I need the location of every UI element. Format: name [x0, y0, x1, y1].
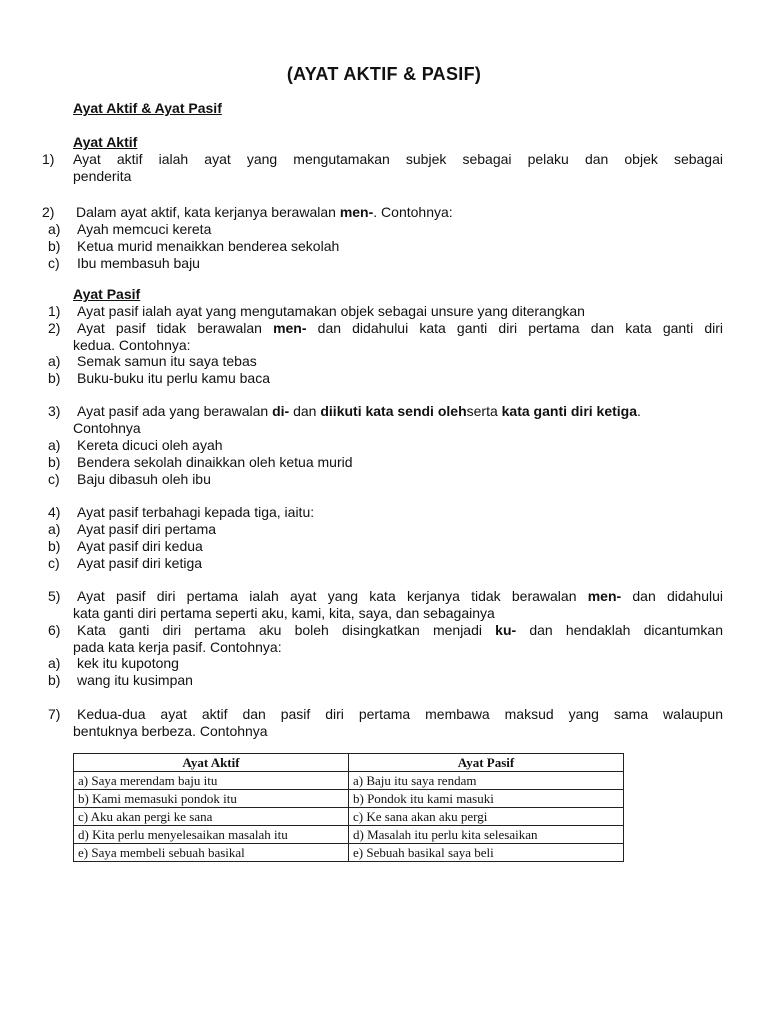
- table-cell: a) Baju itu saya rendam: [349, 772, 624, 790]
- pasif-p6-line2: pada kata kerja pasif. Contohnya:: [73, 639, 282, 655]
- list-item-label: b): [48, 672, 61, 688]
- table-cell: b) Kami memasuki pondok itu: [74, 790, 349, 808]
- list-item-label: b): [48, 238, 61, 254]
- list-item-label: a): [48, 353, 61, 369]
- list-item-label: a): [48, 221, 61, 237]
- list-item: Ayat pasif diri pertama: [77, 521, 217, 537]
- aktif-p1-number: 1): [42, 151, 55, 167]
- table-row: [74, 826, 624, 844]
- table-cell: d) Kita perlu menyelesaikan masalah itu: [74, 826, 349, 844]
- pasif-heading: Ayat Pasif: [73, 286, 141, 302]
- list-item-label: a): [48, 521, 61, 537]
- list-item-label: b): [48, 370, 61, 386]
- list-item: kek itu kupotong: [77, 655, 179, 671]
- list-item: Ayat pasif diri ketiga: [77, 555, 203, 571]
- pasif-p7-number: 7): [48, 706, 61, 722]
- list-item: Bendera sekolah dinaikkan oleh ketua murid: [77, 454, 353, 470]
- pasif-p6-line1: Kata ganti diri pertama aku boleh disingkatkan menjadi ku- dan hendaklah dicantumkan: [77, 622, 723, 638]
- table-cell: d) Masalah itu perlu kita selesaikan: [349, 826, 624, 844]
- main-heading: Ayat Aktif & Ayat Pasif: [73, 100, 222, 116]
- pasif-p4-text: Ayat pasif terbahagi kepada tiga, iaitu:: [77, 504, 315, 520]
- list-item: Ayah memcuci kereta: [77, 221, 212, 237]
- pasif-p3-line2: Contohnya: [73, 420, 141, 436]
- table-cell: e) Saya membeli sebuah basikal: [74, 844, 349, 862]
- table-row: [74, 808, 624, 826]
- list-item: Ayat pasif diri kedua: [77, 538, 203, 554]
- table-row: [74, 844, 624, 862]
- list-item: Buku-buku itu perlu kamu baca: [77, 370, 270, 386]
- column-header-pasif: Ayat Pasif: [349, 754, 624, 772]
- aktif-p1-line1: Ayat aktif ialah ayat yang mengutamakan subjek sebagai pelaku dan objek sebagai: [73, 151, 723, 167]
- pasif-p1-text: Ayat pasif ialah ayat yang mengutamakan objek sebagai unsure yang diterangkan: [77, 303, 585, 319]
- list-item-label: a): [48, 437, 61, 453]
- page-title: (AYAT AKTIF & PASIF): [286, 64, 482, 84]
- list-item-label: a): [48, 655, 61, 671]
- table-row: [74, 772, 624, 790]
- pasif-p5-number: 5): [48, 588, 61, 604]
- list-item: wang itu kusimpan: [77, 672, 193, 688]
- table-header-row: [74, 754, 624, 772]
- list-item: Kereta dicuci oleh ayah: [77, 437, 223, 453]
- list-item-label: b): [48, 454, 61, 470]
- list-item-label: c): [48, 471, 60, 487]
- aktif-heading: Ayat Aktif: [73, 134, 138, 150]
- pasif-p3-line1: Ayat pasif ada yang berawalan di- dan diikuti kata sendi olehserta kata ganti diri ketiga.: [77, 403, 641, 419]
- pasif-p7-line1: Kedua-dua ayat aktif dan pasif diri pertama membawa maksud yang sama walaupun: [77, 706, 723, 722]
- list-item-label: b): [48, 538, 61, 554]
- table-cell: a) Saya merendam baju itu: [74, 772, 349, 790]
- pasif-p6-number: 6): [48, 622, 61, 638]
- pasif-p3-number: 3): [48, 403, 61, 419]
- pasif-p2-line2: kedua. Contohnya:: [73, 337, 191, 353]
- list-item-label: c): [48, 255, 60, 271]
- table-cell: c) Aku akan pergi ke sana: [74, 808, 349, 826]
- list-item: Ibu membasuh baju: [77, 255, 200, 271]
- pasif-p5-line2: kata ganti diri pertama seperti aku, kami, kita, saya, dan sebagainya: [73, 605, 495, 621]
- table-cell: b) Pondok itu kami masuki: [349, 790, 624, 808]
- pasif-p2-line1: Ayat pasif tidak berawalan men- dan didahului kata ganti diri pertama dan kata ganti diri: [77, 320, 723, 336]
- list-item: Semak samun itu saya tebas: [77, 353, 257, 369]
- pasif-p5-line1: Ayat pasif diri pertama ialah ayat yang kata kerjanya tidak berawalan men- dan didahului: [77, 588, 723, 604]
- table-row: [74, 790, 624, 808]
- aktif-p2-number: 2): [42, 204, 55, 220]
- aktif-p2-text: Dalam ayat aktif, kata kerjanya berawalan men-. Contohnya:: [76, 204, 453, 220]
- pasif-p1-number: 1): [48, 303, 61, 319]
- column-header-aktif: Ayat Aktif: [74, 754, 349, 772]
- table-cell: c) Ke sana akan aku pergi: [349, 808, 624, 826]
- aktif-p1-line2: penderita: [73, 168, 132, 184]
- list-item: Baju dibasuh oleh ibu: [77, 471, 211, 487]
- comparison-table: [73, 753, 624, 862]
- pasif-p4-number: 4): [48, 504, 61, 520]
- list-item: Ketua murid menaikkan benderea sekolah: [77, 238, 340, 254]
- pasif-p2-number: 2): [48, 320, 61, 336]
- table-cell: e) Sebuah basikal saya beli: [349, 844, 624, 862]
- pasif-p7-line2: bentuknya berbeza. Contohnya: [73, 723, 268, 739]
- list-item-label: c): [48, 555, 60, 571]
